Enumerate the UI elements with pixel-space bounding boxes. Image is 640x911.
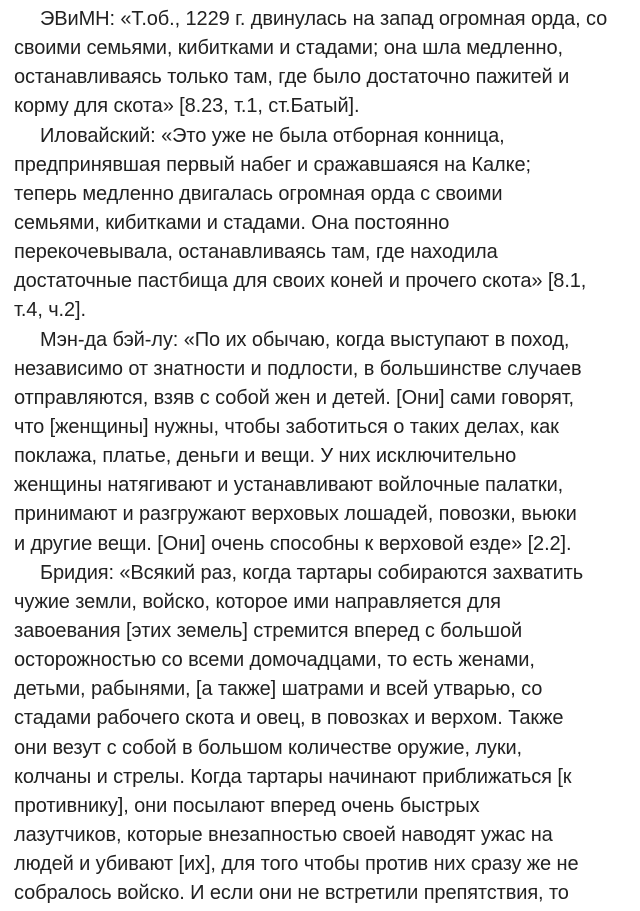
text-line: чужие земли, войско, которое ими направляется для [14,590,501,613]
paragraph-men-da-bei-lu [14,326,618,559]
text-line: достаточные пастбища для своих коней и прочего скота» [8.1, [14,270,587,293]
text-line: своими семьями, кибитками и стадами; она шла медленно, [14,37,563,60]
text-line: Бридия: «Всякий раз, когда тартары собираются захватить [40,561,584,584]
text-line: стадами рабочего скота и овец, в повозках и верхом. Также [14,707,564,730]
text-line: детьми, рабынями, [а также] шатрами и всей утварью, со [14,678,543,701]
text-line: осторожностью со всеми домочадцами, то есть женами, [14,649,535,672]
text-line: ЭВиМН: «Т.об., 1229 г. двинулась на запад огромная орда, со [40,8,608,30]
paragraph-evimn [14,5,618,122]
text-line: что [женщины] нужны, чтобы заботиться о таких делах, как [14,415,559,438]
text-line: предпринявшая первый набег и сражавшаяся на Калке; [14,153,531,176]
text-line: теперь медленно двигалась огромная орда с своими [14,182,503,205]
text-line: независимо от знатности и подлости, в большинстве случаев [14,357,582,380]
text-line: колчаны и стрелы. Когда тартары начинают приближаться [к [14,765,572,788]
text-line: отправляются, взяв с собой жен и детей. [Они] сами говорят, [14,386,574,409]
text-line: поклажа, платье, деньги и вещи. У них исключительно [14,445,517,468]
text-line: корму для скота» [8.23, т.1, ст.Батый]. [14,95,360,118]
text-line: людей и убивают [их], для того чтобы против них сразу же не [14,853,579,876]
text-line: собралось войско. И если они не встретили препятствия, то [14,882,569,905]
paragraph-bridia [14,559,618,909]
text-line: принимают и разгружают верховых лошадей, повозки, вьюки [14,503,577,526]
text-line: семьями, кибитками и стадами. Она постоянно [14,211,450,234]
text-line: противнику], они посылают вперед очень быстрых [14,794,480,817]
text-line: лазутчиков, которые внезапностью своей наводят ужас на [14,823,553,846]
paragraph-ilovaisky [14,122,618,326]
text-line: они везут с собой в большом количестве оружие, луки, [14,736,523,759]
text-line: останавливаясь только там, где было достаточно пажитей и [14,66,570,89]
text-line: Мэн-да бэй-лу: «По их обычаю, когда выступают в поход, [40,328,570,351]
text-line: перекочевывала, останавливаясь там, где находила [14,241,498,264]
text-line: женщины натягивают и устанавливают войлочные палатки, [14,474,564,497]
document-text [14,5,618,908]
text-line: Иловайский: «Это уже не была отборная конница, [40,124,505,147]
text-line: т.4, ч.2]. [14,299,86,322]
text-line: и другие вещи. [Они] очень способны к верховой езде» [2.2]. [14,532,572,555]
text-line: завоевания [этих земель] стремится вперед с большой [14,619,523,642]
